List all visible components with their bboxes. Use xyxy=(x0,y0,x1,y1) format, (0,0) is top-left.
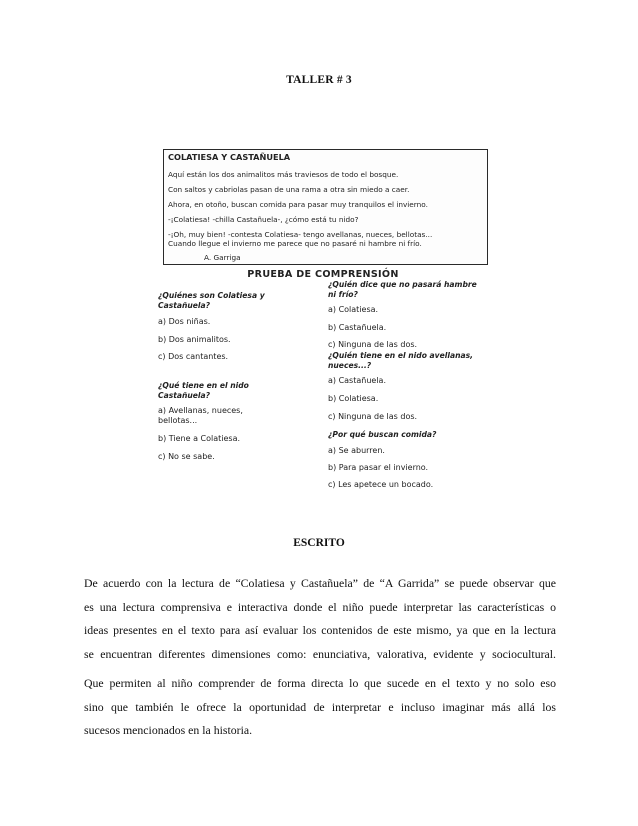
story-title: COLATIESA Y CASTAÑUELA xyxy=(168,152,291,162)
story-line: -¡Oh, muy bien! -contesta Colatiesa- tengo avellanas, nueces, bellotas... xyxy=(168,230,433,239)
option: c) No se sabe. xyxy=(158,452,215,461)
paragraph-line: ideas presentes en el texto para así evaluar los contenidos de este mismo, ya que en la lectura xyxy=(84,623,556,637)
story-author: A. Garriga xyxy=(204,253,241,262)
question-2: ¿Qué tiene en el nido Castañuela? xyxy=(158,381,249,400)
paragraph-line: sucesos mencionados en la historia. xyxy=(84,723,253,737)
paragraph-line: sino que también le ofrece la oportunidad de interpretar e incluso imaginar más allá los xyxy=(84,699,556,714)
section-heading: ESCRITO xyxy=(293,537,345,549)
option: bellotas... xyxy=(158,416,198,425)
option: c) Dos cantantes. xyxy=(158,352,229,361)
story-line: Cuando llegue el invierno me parece que no pasaré ni hambre ni frío. xyxy=(168,239,422,248)
story-line: Con saltos y cabriolas pasan de una rama a otra sin miedo a caer. xyxy=(168,185,410,194)
paragraph-line: Que permiten al niño comprender de forma directa lo que sucede en el texto y no solo eso xyxy=(84,676,556,690)
option: a) Dos niñas. xyxy=(158,317,211,326)
reading-comprehension-figure xyxy=(158,141,488,491)
question-1: ¿Quiénes son Colatiesa y Castañuela? xyxy=(158,291,265,310)
story-line: Ahora, en otoño, buscan comida para pasar muy tranquilos el invierno. xyxy=(168,200,428,209)
option: a) Se aburren. xyxy=(328,446,385,455)
option: c) Ninguna de las dos. xyxy=(328,412,418,421)
paragraph-line: es una lectura comprensiva e interactiva donde el niño puede interpretar las características o xyxy=(84,599,556,614)
paragraph-line: se encuentran diferentes dimensiones como: enunciativa, valorativa, evidente y sociocultural. xyxy=(84,646,556,661)
option: a) Castañuela. xyxy=(328,376,386,385)
option: a) Avellanas, nueces, xyxy=(158,406,243,415)
page-title: TALLER # 3 xyxy=(286,74,352,86)
option: c) Ninguna de las dos. xyxy=(328,340,418,349)
story-box xyxy=(163,149,488,265)
paragraph-line: De acuerdo con la lectura de “Colatiesa y Castañuela” de “A Garrida” se puede observar que xyxy=(84,576,556,590)
option: a) Colatiesa. xyxy=(328,305,379,314)
story-line: Aquí están los dos animalitos más traviesos de todo el bosque. xyxy=(168,170,399,179)
story-line: -¡Colatiesa! -chilla Castañuela-, ¿cómo está tu nido? xyxy=(168,215,359,224)
quiz-title: PRUEBA DE COMPRENSIÓN xyxy=(247,269,399,280)
paragraph-2 xyxy=(84,672,556,743)
option: b) Castañuela. xyxy=(328,323,387,332)
option: b) Dos animalitos. xyxy=(158,335,231,344)
question-5: ¿Por qué buscan comida? xyxy=(328,430,437,439)
paragraph-1 xyxy=(84,572,556,666)
question-3: ¿Quién dice que no pasará hambre ni frío? xyxy=(328,280,477,299)
option: b) Tiene a Colatiesa. xyxy=(158,434,241,443)
option: b) Para pasar el invierno. xyxy=(328,463,429,472)
option: b) Colatiesa. xyxy=(328,394,379,403)
option: c) Les apetece un bocado. xyxy=(328,480,434,489)
question-4: ¿Quién tiene en el nido avellanas, nueces...? xyxy=(328,351,474,370)
